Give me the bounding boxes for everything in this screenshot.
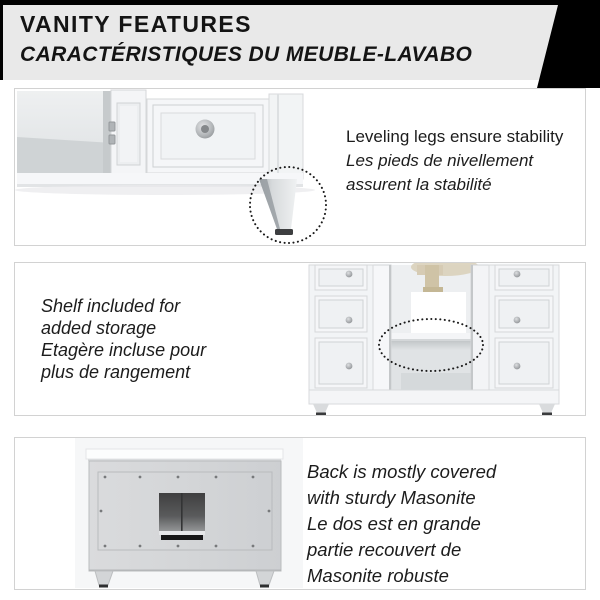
feature-text-leveling-legs (346, 125, 563, 197)
open-door-right (471, 265, 489, 392)
feature-line-fr: plus de rangement (41, 362, 191, 382)
vanity-bottom-photo (15, 89, 331, 245)
leg-foot (260, 585, 269, 588)
open-door (109, 90, 146, 179)
feature-line-fr: assurent la stabilité (346, 175, 492, 194)
feature-text-masonite (307, 459, 496, 589)
feature-line-fr: partie recouvert de (307, 539, 462, 560)
feature-line-fr: Etagère incluse pour (41, 340, 207, 360)
drawer-knob (514, 271, 521, 278)
base-rail (309, 390, 559, 404)
masonite-back-panel (89, 461, 281, 571)
page-title-fr: CARACTÉRISTIQUES DU MEUBLE-LAVABO (20, 43, 473, 66)
leg-foot (542, 413, 552, 416)
drawer-knob (346, 363, 353, 370)
feature-panel-masonite-back (14, 437, 586, 590)
drawer-knob (514, 363, 521, 370)
feature-panel-shelf (14, 262, 586, 416)
feature-line-fr: Les pieds de nivellement (346, 151, 534, 170)
feature-line-en: Shelf included for (41, 296, 181, 316)
drawer-bank-left (309, 265, 373, 393)
plumbing-access-opening (159, 493, 205, 540)
leg-foot (275, 229, 293, 235)
light-highlight (411, 292, 466, 333)
drawer-bank-right (489, 265, 559, 393)
feature-line-fr: Masonite robuste (307, 565, 449, 586)
header-banner (0, 0, 600, 90)
drawer-knob (514, 317, 521, 324)
open-door-left (373, 265, 391, 392)
drawer-knob (346, 317, 353, 324)
door-hinge-icon (109, 122, 115, 131)
feature-panel-leveling-legs (14, 88, 586, 246)
page-title-en: VANITY FEATURES (20, 11, 252, 37)
vanity-legs (313, 404, 555, 415)
feature-text-shelf (41, 295, 206, 383)
door-hinge-icon (109, 135, 115, 144)
vanity-open-shelf-photo (305, 263, 585, 415)
feature-line-en: Back is mostly covered (307, 461, 497, 482)
drawer-front (147, 99, 269, 173)
feature-line-fr: Le dos est en grande (307, 513, 481, 534)
leg-foot (316, 413, 326, 416)
leg-foot (99, 585, 108, 588)
drawer-knob (346, 271, 353, 278)
feature-line-en: added storage (41, 318, 157, 338)
leveling-leg (259, 179, 297, 235)
countertop (86, 449, 283, 459)
cabinet-stile (269, 94, 303, 179)
feature-line-en: with sturdy Masonite (307, 487, 476, 508)
feature-line-en: Leveling legs ensure stability (346, 127, 564, 146)
vanity-back-photo (75, 438, 303, 588)
